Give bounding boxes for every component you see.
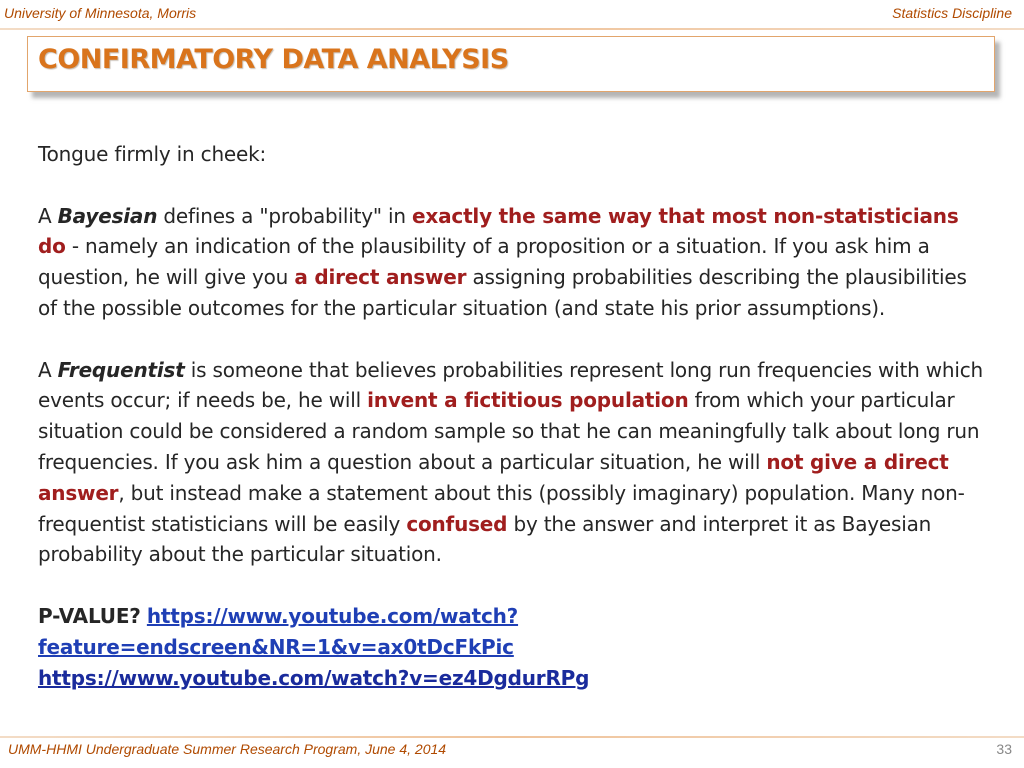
frequentist-highlight-3: confused <box>406 511 508 536</box>
frequentist-highlight-1: invent a fictitious population <box>367 388 689 413</box>
frequentist-paragraph <box>38 355 988 571</box>
slide-title: CONFIRMATORY DATA ANALYSIS <box>38 44 509 75</box>
bayesian-highlight-2: a direct answer <box>294 265 467 290</box>
bayesian-text-2: defines a "probability" in <box>157 203 413 228</box>
youtube-link-1[interactable]: https://www.youtube.com/watch?feature=endscreen&NR=1&v=ax0tDcFkPic <box>38 603 519 659</box>
slide-body <box>38 139 988 693</box>
frequentist-text-3: from which your particular situation could be considered a random sample so that he can meaningfully talk about long run frequencies. If you ask him a question about a particular situation, he will <box>38 388 980 474</box>
pvalue-label: P-VALUE? <box>38 603 141 628</box>
pvalue-line <box>38 601 988 663</box>
frequentist-text-5: by the answer and interpret it as Bayesian probability about the particular situation. <box>38 511 932 567</box>
frequentist-term: Frequentist <box>57 357 185 382</box>
bayesian-term: Bayesian <box>57 203 158 228</box>
youtube-link-2[interactable]: https://www.youtube.com/watch?v=ez4DgdurRPg <box>38 665 590 690</box>
footer-divider <box>0 736 1024 738</box>
frequentist-text-4: , but instead make a statement about this (possibly imaginary) population. Many non-frequentist statisticians will be easily <box>38 480 965 536</box>
page-number: 33 <box>996 741 1012 757</box>
bayesian-paragraph <box>38 201 988 324</box>
footer-program: UMM-HHMI Undergraduate Summer Research Program, June 4, 2014 <box>8 741 447 757</box>
bayesian-text-4: assigning probabilities describing the plausibilities of the possible outcomes for the particular situation (and state his prior assumptions). <box>38 265 967 320</box>
header-discipline: Statistics Discipline <box>892 5 1012 21</box>
slide-title-box <box>27 36 995 92</box>
frequentist-text-1: A <box>38 357 58 382</box>
bayesian-highlight-1: exactly the same way that most non-statisticians do <box>38 203 959 259</box>
intro-text: Tongue firmly in cheek: <box>38 142 267 166</box>
bayesian-text-3: - namely an indication of the plausibility of a proposition or a situation. If you ask him a question, he will give you <box>38 234 930 290</box>
header-divider <box>0 28 1024 30</box>
frequentist-text-2: is someone that believes probabilities represent long run frequencies with which events occur; if needs be, he will <box>38 357 983 413</box>
pvalue-line-2 <box>38 663 988 694</box>
header-institution: University of Minnesota, Morris <box>4 5 197 21</box>
bayesian-text-1: A <box>38 203 58 228</box>
frequentist-highlight-2: not give a direct answer <box>38 449 949 505</box>
